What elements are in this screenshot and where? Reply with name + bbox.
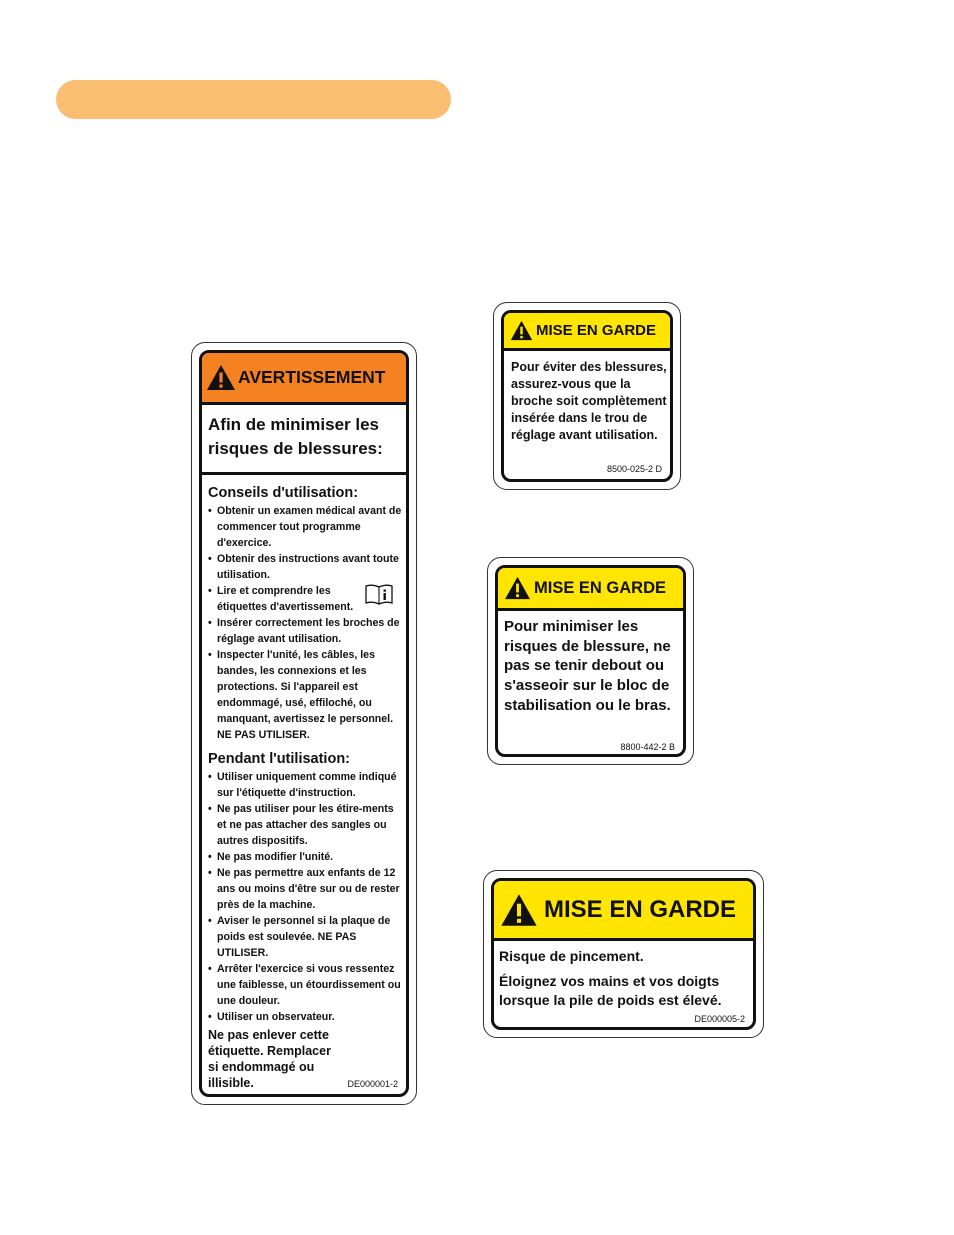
caution-label-frame — [501, 310, 673, 482]
caution-label-stabilisation — [487, 557, 694, 765]
caution-text: Pour minimiser les risques de blessure, ne pas se tenir debout ou s'asseoir sur le bloc de stabilisation ou le bras. — [504, 618, 671, 714]
list-item: • Ne pas utiliser pour les étire-ments et ne pas attacher des sangles ou autres dispositifs. — [208, 801, 402, 849]
warning-header — [202, 353, 406, 405]
list-item: • Inspecter l'unité, les câbles, les bandes, les connexions et les protections. Si l'appareil est endommagé, usé, effiloché, ou manquant, avertissez le personnel. NE PAS UTILISER. — [208, 647, 402, 743]
warning-footer: Ne pas enlever cette étiquette. Remplacer si endommagé ou illisible. — [208, 1028, 331, 1090]
section-title-pendant: Pendant l'utilisation: — [208, 751, 351, 767]
list-item: • Arrêter l'exercice si vous ressentez une faiblesse, un étourdissement ou une douleur. — [208, 961, 402, 1009]
caution-header — [504, 313, 670, 351]
list-item: • Utiliser uniquement comme indiqué sur l'étiquette d'instruction. — [208, 769, 402, 801]
pendant-list — [208, 769, 402, 1025]
caution-text-line1: Risque de pincement. — [499, 948, 644, 964]
warning-triangle-icon — [500, 893, 538, 927]
warning-label-avertissement — [191, 342, 417, 1105]
warning-title-line2: risques de blessures: — [208, 439, 383, 458]
warning-title-line1: Afin de minimiser les — [208, 415, 379, 434]
list-item: • Utiliser un observateur. — [208, 1009, 402, 1025]
caution-label-frame — [491, 878, 756, 1030]
warning-header-text: AVERTISSEMENT — [238, 367, 386, 387]
caution-header-text: MISE EN GARDE — [544, 895, 737, 923]
conseils-list — [208, 503, 402, 743]
warning-triangle-icon — [206, 364, 236, 391]
section-title-conseils: Conseils d'utilisation: — [208, 485, 359, 501]
caution-body — [494, 941, 753, 1026]
list-item: • Ne pas permettre aux enfants de 12 ans ou moins d'être sur ou de rester près de la machine. — [208, 865, 402, 913]
list-item: • Obtenir des instructions avant toute utilisation. — [208, 551, 402, 583]
warning-body — [202, 475, 406, 1095]
list-item: • Lire et comprendre les étiquettes d'avertissement. — [208, 583, 402, 615]
caution-header-text: MISE EN GARDE — [536, 322, 657, 339]
instruction-manual-icon — [364, 583, 394, 605]
warning-triangle-icon — [504, 576, 531, 600]
caution-label-frame — [495, 565, 686, 757]
caution-body — [504, 351, 670, 480]
warning-title-box — [202, 405, 406, 475]
section-heading-bar — [56, 80, 451, 119]
list-item: • Ne pas modifier l'unité. — [208, 849, 402, 865]
warning-triangle-icon — [510, 320, 533, 341]
label-code: 8800-442-2 B — [620, 742, 675, 752]
caution-header-text: MISE EN GARDE — [534, 578, 667, 597]
caution-body — [498, 611, 683, 756]
warning-label-frame — [199, 350, 409, 1097]
caution-label-broche — [493, 302, 681, 490]
caution-text-line2: Éloignez vos mains et vos doigts lorsque la pile de poids est élevé. — [499, 973, 722, 1008]
caution-text: Pour éviter des blessures, assurez-vous que la broche soit complètement insérée dans le trou de réglage avant utilisation. — [511, 360, 667, 442]
label-code: DE000001-2 — [347, 1079, 398, 1089]
label-code: 8500-025-2 D — [606, 464, 662, 474]
list-item: • Obtenir un examen médical avant de commencer tout programme d'exercice. — [208, 503, 402, 551]
caution-header — [494, 881, 753, 941]
list-item: • Aviser le personnel si la plaque de poids est soulevée. NE PAS UTILISER. — [208, 913, 402, 961]
label-code: DE000005-2 — [694, 1014, 745, 1024]
list-item: • Insérer correctement les broches de réglage avant utilisation. — [208, 615, 402, 647]
caution-label-pincement — [483, 870, 764, 1038]
caution-header — [498, 568, 683, 611]
